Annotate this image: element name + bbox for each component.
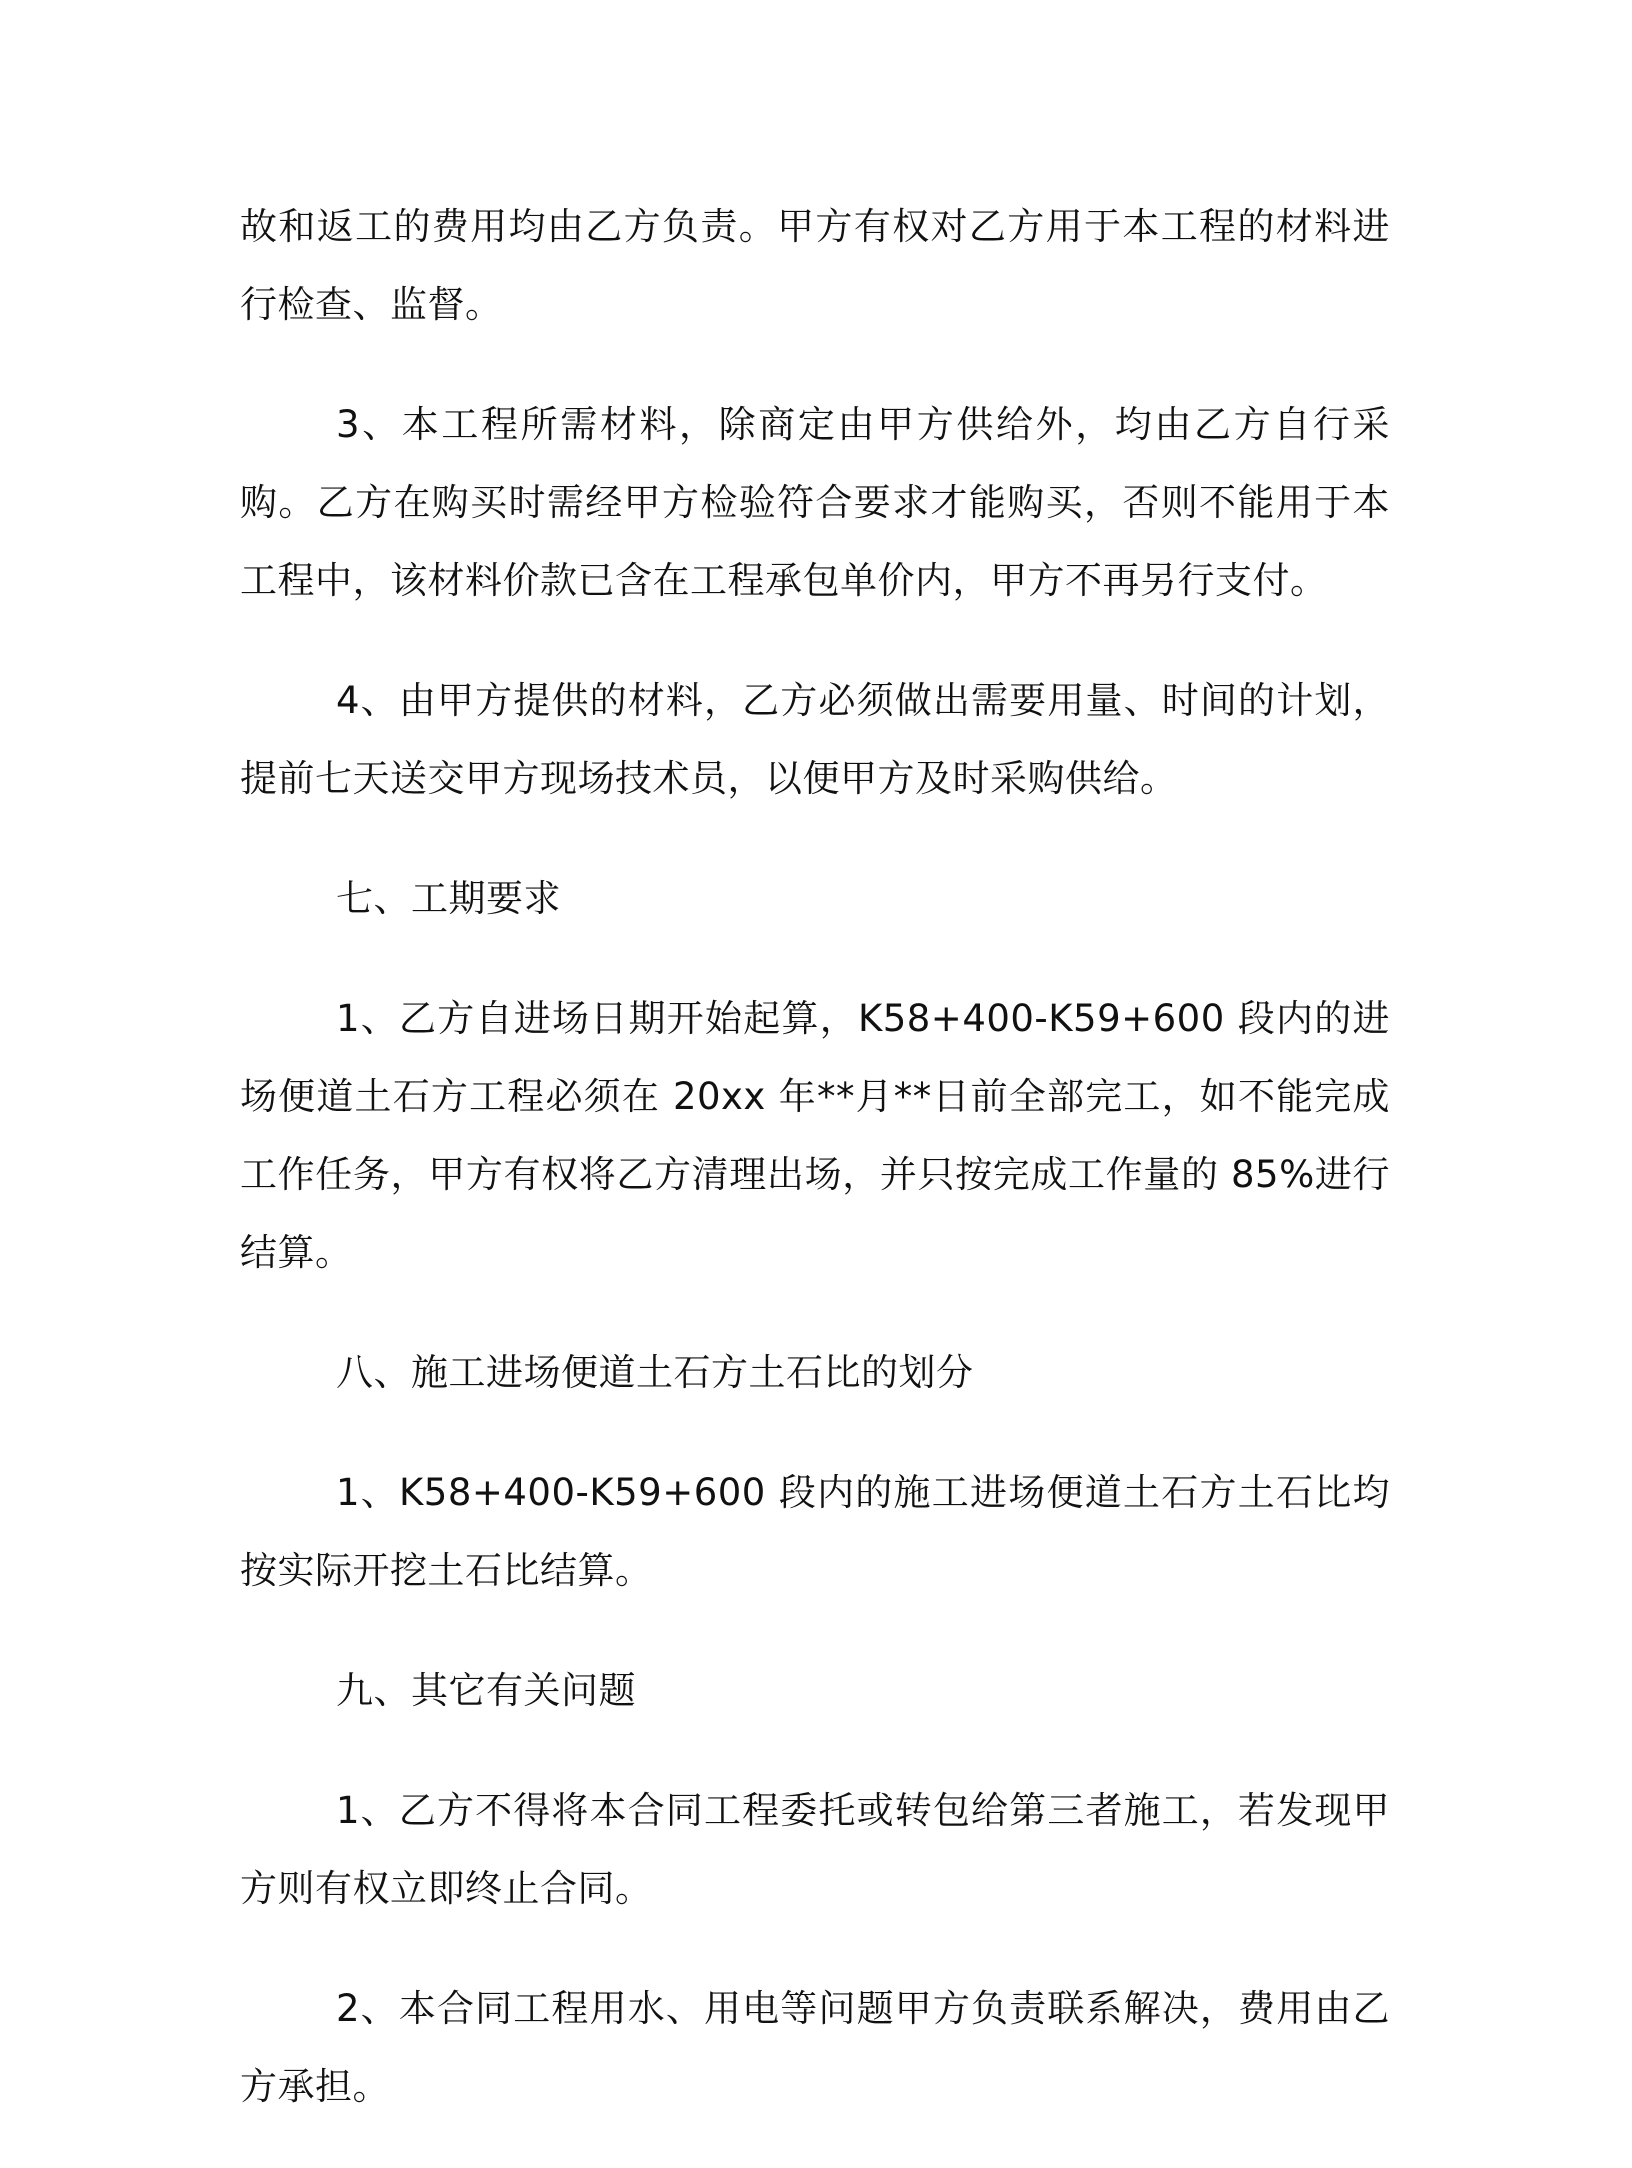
paragraph-schedule-deadline: 1、乙方自进场日期开始起算，K58+400-K59+600 段内的进场便道土石方工程必须在 20xx 年**月**日前全部完工，如不能完成工作任务，甲方有权将乙方清理出场，并只按完成工作量的 85%进行结算。 xyxy=(240,997,1390,1274)
paragraph-no-subcontract: 1、乙方不得将本合同工程委托或转包给第三者施工，若发现甲方则有权立即终止合同。 xyxy=(240,1789,1390,1910)
section-heading-schedule: 七、工期要求 xyxy=(336,877,561,920)
paragraph-utilities: 2、本合同工程用水、用电等问题甲方负责联系解决，费用由乙方承担。 xyxy=(240,1987,1390,2108)
paragraph-material-plan: 4、由甲方提供的材料，乙方必须做出需要用量、时间的计划，提前七天送交甲方现场技术员，以便甲方及时采购供给。 xyxy=(240,679,1390,800)
section-heading-other-issues: 九、其它有关问题 xyxy=(336,1669,636,1712)
paragraph-material-procurement: 3、本工程所需材料，除商定由甲方供给外，均由乙方自行采购。乙方在购买时需经甲方检验符合要求才能购买，否则不能用于本工程中，该材料价款已含在工程承包单价内，甲方不再另行支付。 xyxy=(240,403,1390,602)
section-heading-earth-rock-ratio: 八、施工进场便道土石方土石比的划分 xyxy=(336,1351,974,1394)
document-body xyxy=(240,188,1390,2168)
paragraph-earth-rock-ratio: 1、K58+400-K59+600 段内的施工进场便道土石方土石比均按实际开挖土石比结算。 xyxy=(240,1471,1390,1592)
paragraph-material-responsibility: 故和返工的费用均由乙方负责。甲方有权对乙方用于本工程的材料进行检查、监督。 xyxy=(240,205,1390,326)
